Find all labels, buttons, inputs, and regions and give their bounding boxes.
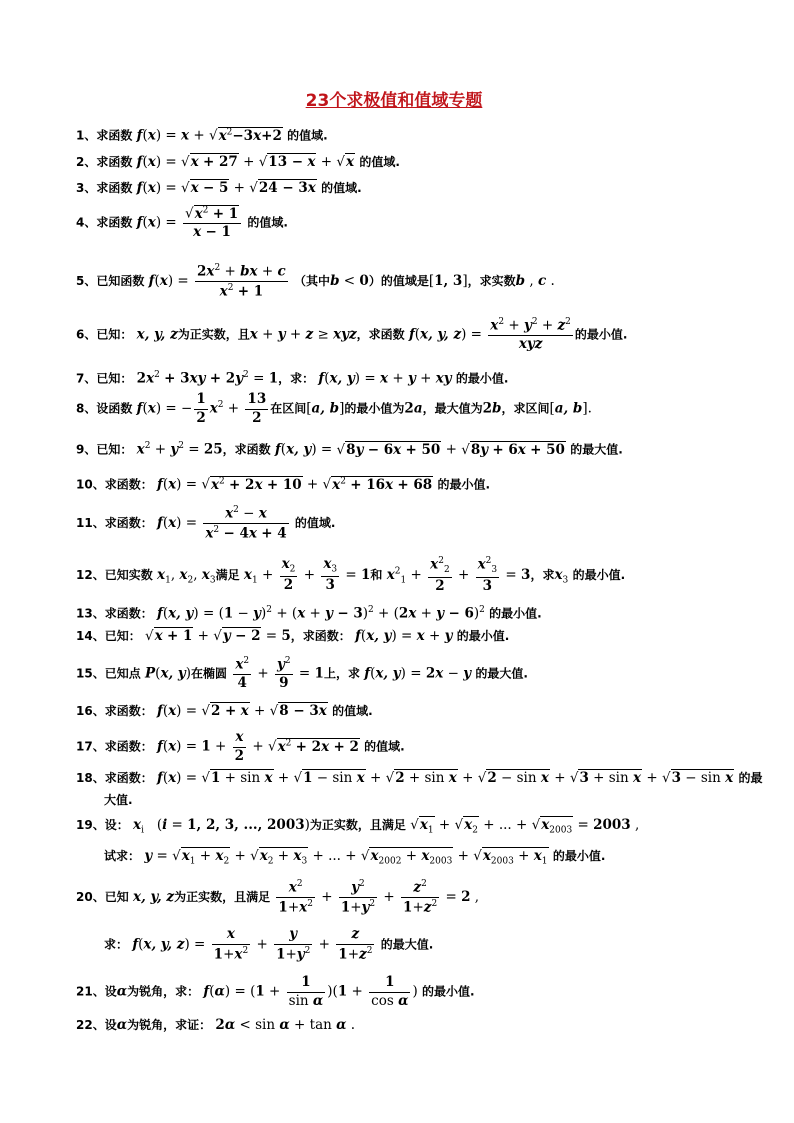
page-title: 23个求极值和值域专题 — [305, 91, 483, 111]
question-12: 12、已知实数 $x_1$, $x_2$, $x_3$满足 $x_1$ + $\frac{x_2}{2}$ + $\frac{x_3}{3}$ = 1和 $x^2_1$ + $\frac{x^2_2}{2}$ + $\frac{x^2_3}{3}$ = 3，求$x_3$ 的最小值. — [76, 555, 626, 595]
question-15: 15、已知点 P(x, y)在椭圆 $\frac{x^2}{4}$ + $\frac{y^2}{9}$ = 1上，求 f(x, y) = 2x − y 的最大值. — [76, 656, 528, 691]
question-7: 7、已知： $2x^2 + 3xy + 2y^2 = 1$，求： f(x, y) = x + y + xy 的最小值. — [76, 370, 509, 387]
question-14: 14、已知： √x + 1 + √y − 2 = 5，求函数： f(x, y) = x + y 的最小值. — [76, 628, 510, 644]
question-2: 2、求函数 f(x) = √x + 27 + √13 − x + √x 的值域. — [76, 154, 400, 170]
question-21: 21、设α为锐角，求： f(α) = (1 + $\frac{1}{\text{sin α}}$ )(1 + $\frac{1}{\text{cos α}}$ ) 的最小值. — [76, 974, 475, 1009]
question-17: 17、求函数： f(x) = 1 + $\frac{x}{2}$ + $√x^2 + 2x + 2$ 的值域. — [76, 729, 405, 764]
question-18-cont: 大值. — [104, 793, 133, 807]
question-16: 16、求函数： f(x) = √2 + x + √8 − 3x 的值域. — [76, 703, 373, 719]
question-13: 13、求函数： f(x, $y) = (1 - y)^2 + (x + y - 3)^2 + (2x + y - 6)^2$ 的最小值. — [76, 605, 542, 622]
question-20-cont: 求： f(x, y, z) = $\frac{x}{1+x^2}$ + $\frac{y}{1+y^2}$ + $\frac{z}{1+z^2}$ 的最大值. — [104, 926, 434, 962]
question-3: 3、求函数 f(x) = √x − 5 + √24 − 3x 的值域. — [76, 180, 362, 196]
question-6: 6、已知： x, y, z为正实数，且x + y + z ≥ xyz，求函数 f(x, y, z) = $\frac{x^2 + y^2 + z^2}{\text{xyz}}$ 的最小值. — [76, 317, 628, 352]
question-20: 20、已知 x, y, z为正实数，且满足 $\frac{x^2}{1+x^2}$ + $\frac{y^2}{1+y^2}$ + $\frac{z^2}{1+z^2}$ = 2 , — [76, 879, 480, 916]
question-18: 18、求函数： f(x) = √1 + sin x + √1 − sin x + √2 + sin x + √2 − sin x + √3 + sin x + √3 − sin x 的最 — [76, 770, 763, 786]
question-10: 10、求函数： $f(x) = √x^2 + 2x + 10 + √x^2 + 16x + 68$ 的最小值. — [76, 476, 491, 493]
question-22: 22、设α为锐角，求证： 2α < sin α + tan α . — [76, 1017, 356, 1033]
question-4: 4、求函数 f(x) = $\frac{√x^2 + 1}{x - 1}$ 的值域. — [76, 205, 288, 240]
question-19: 19、设： $x_i$ (i = 1, 2, 3, ..., 2003)为正实数，且满足 $√x_1 + √x_2$ + ... + $√x_{2003} = 2003$ , — [76, 817, 640, 836]
question-11: 11、求函数： f(x) = $\frac{x^2 - x}{x^2 - 4x + 4}$ 的值域. — [76, 505, 336, 542]
question-9: 9、已知： $x^2 + y^2 = 25$，求函数 f(x, y) = √8y − 6x + 50 + √8y + 6x + 50 的最大值. — [76, 441, 623, 458]
question-8: 8、设函数 f(x) = − $\frac{1}{2}$ $x^2$ + $\frac{13}{2}$ 在区间[a, b]的最小值为2a，最大值为2b，求区间[a, b]. — [76, 391, 592, 426]
question-5: 5、已知函数 f(x) = $\frac{2x^2 + bx + c}{x^2 + 1}$ （其中b < 0）的值域是[1, 3]，求实数b , c . — [76, 263, 555, 300]
question-1: 1、求函数 $f(x) = x + √x^2-3x+2$ 的值域. — [76, 127, 328, 144]
question-19-cont: 试求： $y = √x_1 + x_2 + √x_2 + x_3$ + ... + $√x_{2002} + x_{2003} + √x_{2003} + x_1$ 的最小值. — [104, 848, 606, 867]
